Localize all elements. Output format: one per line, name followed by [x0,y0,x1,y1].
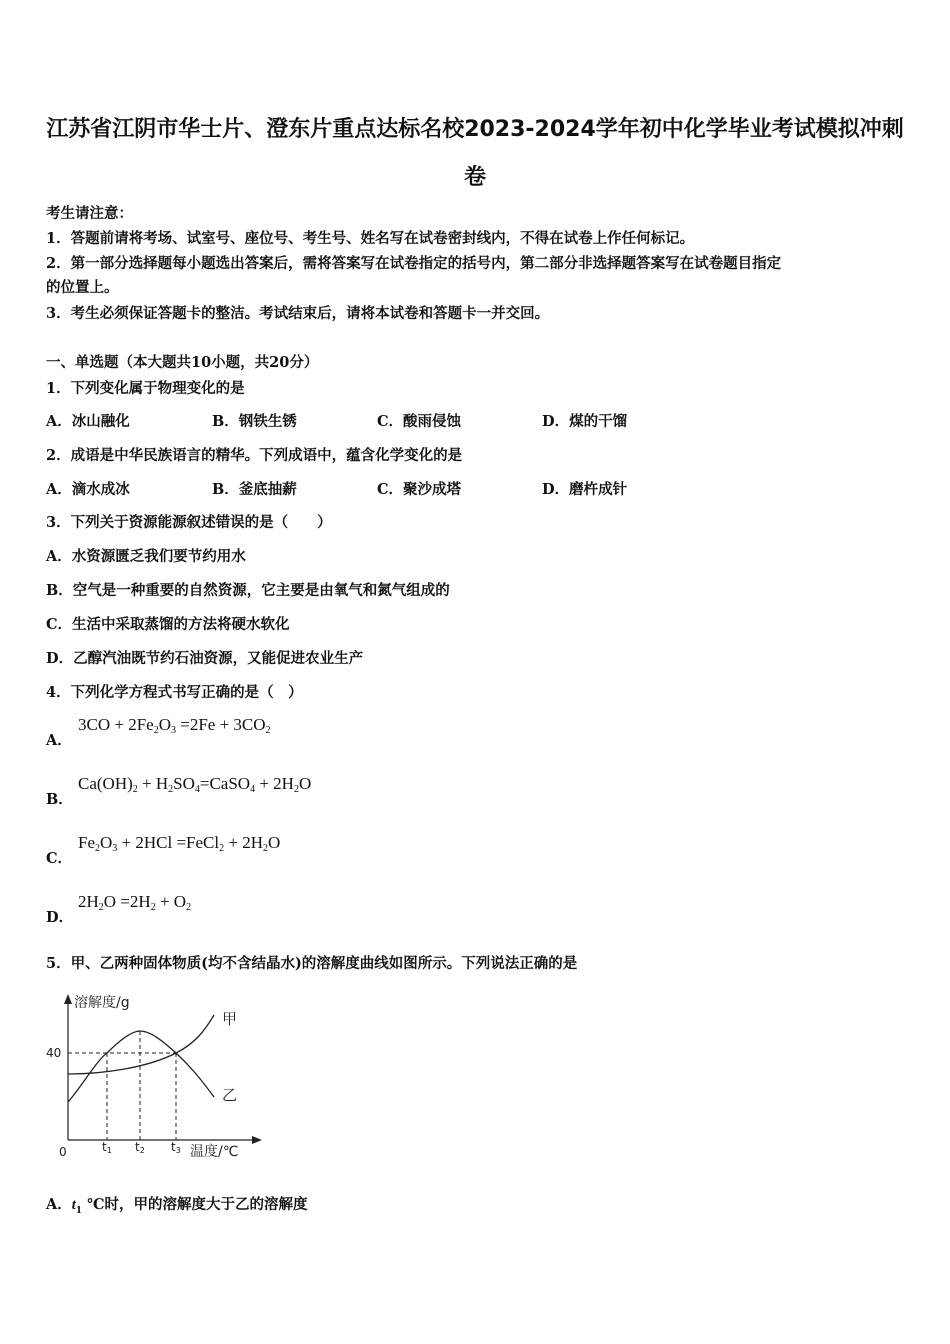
q3-option-c: C．生活中采取蒸馏的方法将硬水软化 [46,616,290,633]
q2-options [46,478,906,498]
q3-option-d: D．乙醇汽油既节约石油资源，又能促进农业生产 [46,650,364,667]
q2-stem: 2．成语是中华民族语言的精华。下列成语中，蕴含化学变化的是 [46,447,463,464]
notice-heading: 考生请注意： [46,205,133,222]
q1-option-b: B．钢铁生锈 [212,413,297,430]
q2-option-a: A．滴水成冰 [46,481,130,498]
q4-option-d-label: D． [46,909,74,926]
series-label-yi: 乙 [222,1086,238,1104]
q4-equation-d: $2H_2O =2H_2 + O_2$ [78,892,192,913]
q4-equation-a: $3CO + 2Fe_2O_3 =2Fe + 3CO_2$ [78,715,271,736]
q4-option-a-label: A． [46,732,72,749]
notice-item-1: 1．答题前请将考场、试室号、座位号、考生号、姓名写在试卷密封线内，不得在试卷上作任何标记。 [46,230,695,247]
q1-stem: 1．下列变化属于物理变化的是 [46,380,245,397]
q2-option-d: D．磨杵成针 [542,481,628,498]
q2-option-b: B．釜底抽薪 [212,481,297,498]
q4-equation-c: $Fe_2O_3 + 2HCl$ =FeCl$_2$ + $2H_2O$ [78,833,281,854]
q1-option-c: C．酸雨侵蚀 [377,413,462,430]
x-tick-t1: t1 [102,1140,112,1155]
q2-option-c: C．聚沙成塔 [377,481,462,498]
exam-title-line2: 卷 [463,165,486,190]
y-axis-label: 溶解度/g [74,995,130,1011]
x-axis-label: 温度/℃ [190,1144,239,1160]
section-heading: 一、单选题（本大题共10小题，共20分） [46,354,319,371]
q4-equation-b: $Ca(OH)_2$ + $H_2SO_4=CaSO_4 + 2H_2O$ [78,774,312,795]
x-tick-t2: t2 [135,1140,145,1155]
q3-stem: 3．下列关于资源能源叙述错误的是（ ） [46,514,332,531]
q3-option-a: A．水资源匮乏我们要节约用水 [46,548,246,565]
notice-item-2: 2．第一部分选择题每小题选出答案后，需将答案写在试卷指定的括号内，第二部分非选择题答案写在试卷题目指定 [46,255,782,272]
q1-option-d: D．煤的干馏 [542,413,628,430]
series-label-jia: 甲 [222,1010,238,1028]
q5-stem: 5．甲、乙两种固体物质(均不含结晶水)的溶解度曲线如图所示。下列说法正确的是 [46,955,578,972]
notice-item-2-cont: 的位置上。 [46,279,119,296]
q4-option-b-label: B． [46,791,73,808]
curve-jia [68,1015,214,1074]
y-tick-40: 40 [46,1046,62,1060]
x-tick-t3: t3 [171,1140,181,1155]
curve-yi [68,1031,214,1102]
q4-option-c-label: C． [46,850,73,867]
x-axis-arrow [252,1136,262,1144]
origin-label: 0 [59,1145,67,1159]
notice-item-3: 3．考生必须保证答题卡的整洁。考试结束后，请将本试卷和答题卡一并交回。 [46,305,550,322]
q4-stem: 4．下列化学方程式书写正确的是（ ） [46,684,303,701]
q3-option-b: B．空气是一种重要的自然资源，它主要是由氧气和氮气组成的 [46,582,450,599]
q1-options [46,410,906,430]
solubility-curve-chart [42,990,272,1170]
y-axis-arrow [64,994,72,1004]
q1-option-a: A．冰山融化 [46,413,130,430]
q5-option-a: A．$t_1$ ℃时，甲的溶解度大于乙的溶解度 [46,1196,308,1216]
exam-title-line1: 江苏省江阴市华士片、澄东片重点达标名校2023-2024学年初中化学毕业考试模拟冲刺 [46,117,904,142]
